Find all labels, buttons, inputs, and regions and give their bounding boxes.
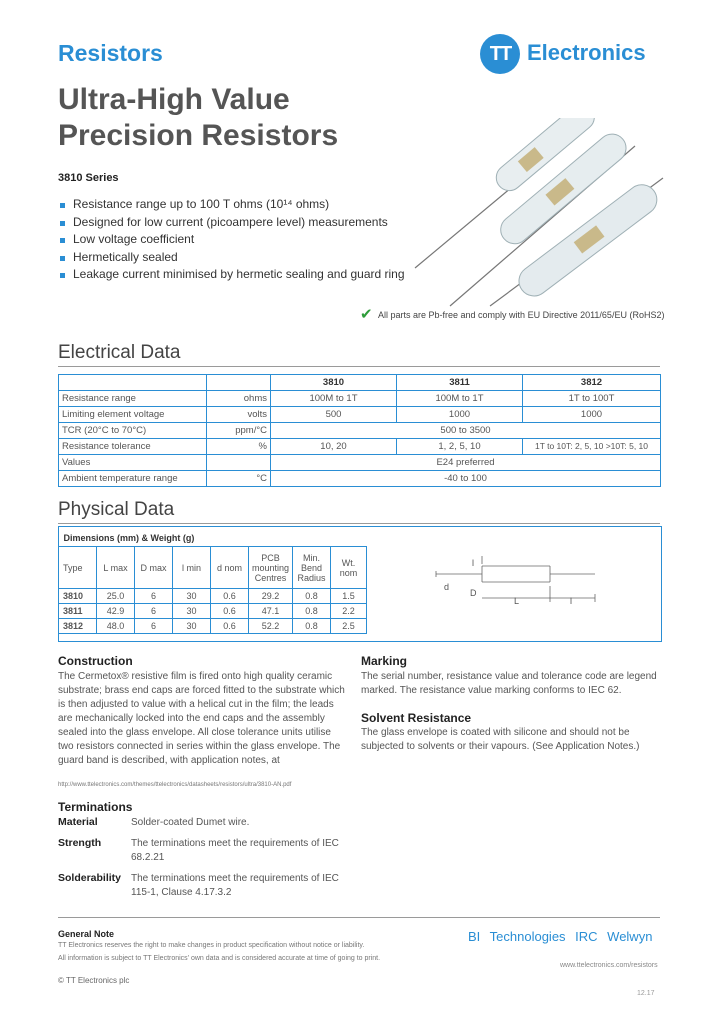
series-name: 3810 Series — [58, 172, 119, 184]
resistor-product-image — [395, 118, 670, 308]
general-note-line: All information is subject to TT Electronics' own data and is considered accurate at time of going to print. — [58, 955, 381, 962]
table-caption: Dimensions (mm) & Weight (g) — [63, 533, 195, 543]
copyright: © TT Electronics plc — [58, 976, 130, 985]
construction-heading: Construction — [58, 654, 133, 668]
col-3811: 3811 — [397, 375, 523, 391]
general-note-heading: General Note — [58, 929, 115, 939]
feature-item: Designed for low current (picoampere level) measurements — [58, 214, 405, 232]
feature-item: Leakage current minimised by hermetic sealing and guard ring — [58, 266, 405, 284]
title-line-1: Ultra-High Value — [58, 83, 290, 116]
title-line-2: Precision Resistors — [58, 119, 339, 152]
feature-item: Resistance range up to 100 T ohms (10¹⁴ ohms) — [58, 196, 405, 214]
page-title — [58, 82, 398, 154]
table-row: 3812 48.0 6 30 0.6 52.2 0.8 2.5 — [59, 619, 367, 634]
marking-heading: Marking — [361, 654, 408, 668]
solvent-resistance-text: The glass envelope is coated with silicone and should not be subjected to solvents or their vapours. (See Application Notes.) — [361, 727, 640, 752]
termination-value: The terminations meet the requirements of IEC 115-1, Clause 4.17.3.2 — [131, 873, 339, 898]
tt-electronics-logo — [480, 34, 670, 74]
electrical-data-heading: Electrical Data — [58, 342, 181, 363]
electrical-data-table — [58, 374, 661, 487]
diagram-label-d: d — [444, 582, 450, 592]
termination-value: The terminations meet the requirements of IEC 68.2.21 — [131, 838, 339, 863]
brand-names: BI Technologies IRC Welwyn — [468, 929, 653, 944]
table-row: Ambient temperature range °C -40 to 100 — [59, 471, 661, 487]
diagram-label-D: D — [470, 588, 477, 598]
termination-label: Strength — [58, 837, 102, 849]
table-row: Resistance range ohms 100M to 1T 100M to 1T 1T to 100T — [59, 391, 661, 407]
termination-label: Material — [58, 816, 98, 828]
marking-text: The serial number, resistance value and tolerance code are legend marked. The resistance value marking conforms to IEC 62. — [361, 671, 657, 696]
rohs-compliance-note: All parts are Pb-free and comply with EU Directive 2011/65/EU (RoHS2) — [378, 310, 665, 320]
table-row: 3810 25.0 6 30 0.6 29.2 0.8 1.5 — [59, 589, 367, 604]
col-3812: 3812 — [523, 375, 661, 391]
divider — [58, 366, 660, 367]
physical-data-table — [58, 530, 367, 634]
diagram-label-l2: l — [570, 596, 572, 606]
diagram-label-L: L — [514, 596, 520, 606]
table-header-row: Type L max D max l min d nom PCB mounting Centres Min. Bend Radius Wt. nom — [59, 547, 367, 589]
general-note-line: TT Electronics reserves the right to make changes in product specification without notice or liability. — [58, 942, 365, 949]
diagram-label-l: l — [472, 558, 474, 568]
termination-value: Solder-coated Dumet wire. — [131, 817, 250, 828]
logo-text: Electronics — [527, 40, 646, 65]
solvent-resistance-heading: Solvent Resistance — [361, 711, 472, 725]
divider — [58, 917, 660, 918]
feature-list — [58, 196, 405, 284]
category-title: Resistors — [58, 40, 163, 66]
table-row: TCR (20°C to 70°C) ppm/°C 500 to 3500 — [59, 423, 661, 439]
divider — [58, 523, 660, 524]
website-link[interactable]: www.ttelectronics.com/resistors — [560, 962, 658, 969]
dimension-diagram — [430, 552, 605, 612]
page-code: 12.17 — [637, 990, 655, 997]
table-row: Resistance tolerance % 10, 20 1, 2, 5, 10 1T to 10T: 2, 5, 10 >10T: 5, 10 — [59, 439, 661, 455]
feature-item: Low voltage coefficient — [58, 231, 405, 249]
col-3810: 3810 — [271, 375, 397, 391]
termination-label: Solderability — [58, 872, 122, 884]
table-row: Limiting element voltage volts 500 1000 1000 — [59, 407, 661, 423]
tt-logo-mark: TT — [480, 34, 520, 74]
physical-data-heading: Physical Data — [58, 499, 175, 520]
application-notes-link[interactable]: http://www.ttelectronics.com/themes/ttelectronics/datasheets/resistors/ultra/3810-AN.pdf — [58, 782, 292, 788]
feature-item: Hermetically sealed — [58, 249, 405, 267]
terminations-heading: Terminations — [58, 800, 133, 814]
table-row: Values E24 preferred — [59, 455, 661, 471]
table-row: 3811 42.9 6 30 0.6 47.1 0.8 2.2 — [59, 604, 367, 619]
construction-text: The Cermetox® resistive film is fired onto high quality ceramic substrate; brass end caps are forced fitted to the substrate which is then adjusted to value with a helical cut in the film; the leads are mechanically locked into the end caps and the assembly sealed into the glass envelope. All close tolerance units utilise two resistors connected in series within the glass envelope. The guard band is described, with application notes, at — [58, 671, 345, 766]
table-header-row — [59, 375, 661, 391]
rohs-check-icon: ✔ — [360, 306, 373, 323]
